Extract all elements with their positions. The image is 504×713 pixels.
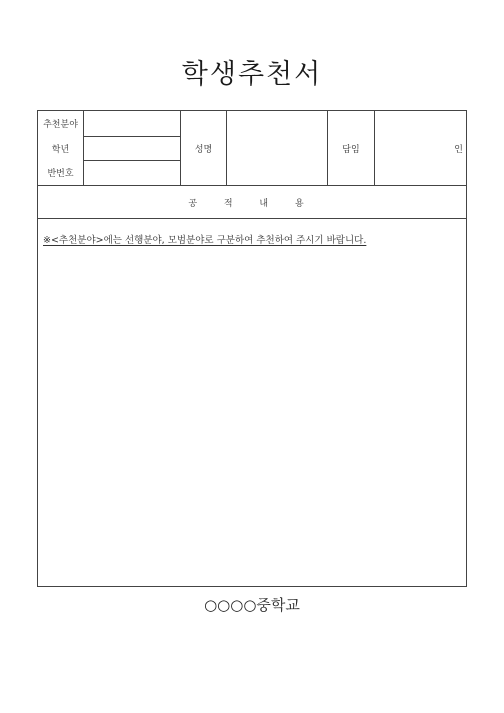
field-value-box[interactable] — [84, 111, 180, 136]
name-value-box[interactable] — [227, 111, 327, 185]
achievements-heading: 공 적 내 용 — [38, 186, 466, 219]
seal-mark: 인 — [454, 144, 463, 155]
school-name: ○○○○중학교 — [204, 596, 300, 614]
document-title: 학생추천서 — [181, 59, 323, 90]
instruction-note: ※<추천분야>에는 선행분야, 모범분야로 구분하여 추천하여 주시기 바랍니다. — [43, 235, 367, 246]
grade-label: 학년 — [51, 144, 70, 155]
achievements-content-area[interactable] — [38, 219, 466, 586]
student-info-row — [38, 111, 466, 186]
homeroom-seal-box[interactable] — [375, 111, 466, 185]
class-number-value-box[interactable] — [84, 160, 180, 185]
name-label: 성명 — [194, 144, 213, 155]
field-label: 추천분야 — [43, 120, 78, 130]
homeroom-label: 담임 — [342, 144, 360, 155]
recommendation-form — [37, 110, 467, 587]
class-number-label: 반번호 — [47, 169, 74, 179]
grade-value-box[interactable] — [84, 136, 180, 160]
